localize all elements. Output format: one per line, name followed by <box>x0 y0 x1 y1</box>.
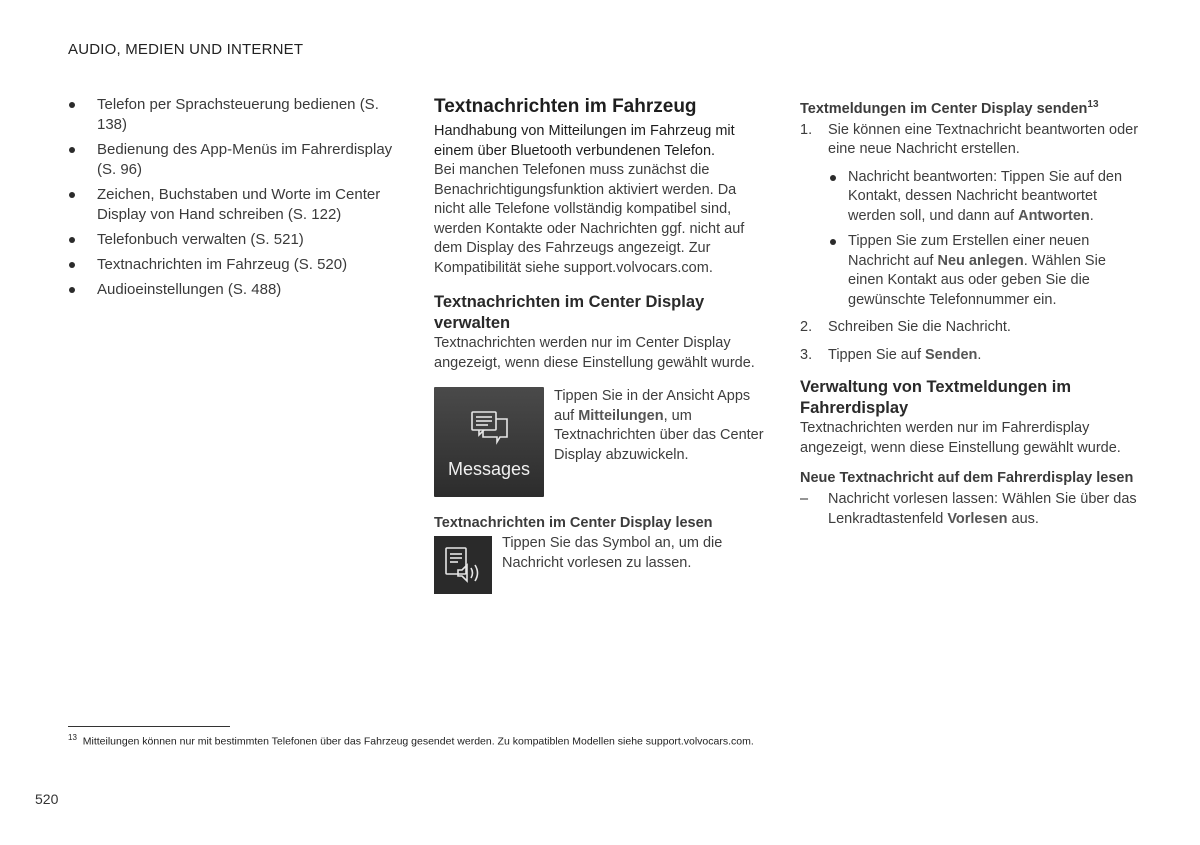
messages-app-label: Messages <box>447 459 531 479</box>
manage-center-display-heading: Textnachrichten im Center Display verwalten <box>434 293 705 332</box>
section-header: AUDIO, MEDIEN UND INTERNET <box>68 41 304 58</box>
driver-display-text: Textnachrichten werden nur im Fahrerdisplay angezeigt, wenn diese Einstellung gewählt wurde. <box>800 420 1121 456</box>
bullet-icon <box>69 147 75 153</box>
related-link[interactable]: Telefon per Sprachsteuerung bedienen (S. 138) <box>68 95 398 135</box>
text-messages-column <box>434 95 770 596</box>
step-sub-list <box>828 168 1140 311</box>
send-messages-heading: Textmeldungen im Center Display senden$^{13}$ <box>800 99 1099 117</box>
manage-center-display-text: Textnachrichten werden nur im Center Display angezeigt, wenn diese Einstellung gewählt wurde. <box>434 335 755 371</box>
related-link[interactable]: Telefonbuch verwalten (S. 521) <box>68 230 398 250</box>
sub-step-item: Tippen Sie zum Erstellen einer neuen Nachricht auf Neu anlegen. Wählen Sie einen Kontakt aus oder geben Sie die gewünschte Telefonnummer ein. <box>828 232 1140 310</box>
page-number: 520 <box>35 791 59 807</box>
bullet-icon <box>830 175 836 181</box>
step-item: 1. Sie können eine Textnachricht beantworten oder eine neue Nachricht erstellen. Nachricht beantworten: Tippen Sie auf den Kontakt, dessen Nachricht beantwortet werden soll, und dann auf Antworten. Tippen Sie zum Erstellen einer neuen Nachricht auf Neu anlegen. Wählen Sie einen Kontakt aus oder geben Sie die gewünschte Telefonnummer ein. <box>800 121 1140 311</box>
related-link[interactable]: Bedienung des App-Menüs im Fahrerdisplay (S. 96) <box>68 140 398 180</box>
bullet-icon <box>830 239 836 245</box>
read-aloud-icon <box>434 536 492 594</box>
bullet-icon <box>69 287 75 293</box>
sub-step-item: Nachricht beantworten: Tippen Sie auf den Kontakt, dessen Nachricht beantwortet werden soll, und dann auf Antworten. <box>828 168 1140 227</box>
send-steps-list <box>800 121 1140 366</box>
messages-app-tile[interactable] <box>434 387 544 497</box>
footnote: $^{13}$ Mitteilungen können nur mit bestimmten Telefonen über das Fahrzeug gesendet werden. Zu kompatiblen Modellen siehe support.volvocars.com. <box>68 733 754 748</box>
footnote-divider <box>68 726 230 727</box>
read-aloud-text: Tippen Sie das Symbol an, um die Nachricht vorlesen zu lassen. <box>502 535 723 571</box>
related-links-column <box>68 95 398 305</box>
driver-display-heading: Verwaltung von Textmeldungen im Fahrerdisplay <box>800 378 1072 418</box>
intro-paragraph: Bei manchen Telefonen muss zunächst die Benachrichtigungsfunktion aktiviert werden. Da nicht alle Telefone vollständig kompatibel sind, werden Kontakte oder Nachrichten ggf. nicht auf dem Display des Fahrzeugs angezeigt. Zur Kompatibilität siehe support.volvocars.com. <box>434 162 745 276</box>
bullet-icon <box>69 192 75 198</box>
page-title: Textnachrichten im Fahrzeug <box>434 96 697 117</box>
messages-app-row <box>434 387 770 497</box>
step-item: 2. Schreiben Sie die Nachricht. <box>800 319 1011 336</box>
related-link[interactable]: Zeichen, Buchstaben und Worte im Center Display von Hand schreiben (S. 122) <box>68 185 398 225</box>
read-aloud-instruction: – Nachricht vorlesen lassen: Wählen Sie über das Lenkradtastenfeld Vorlesen aus. <box>800 491 1137 527</box>
related-link[interactable]: Audioeinstellungen (S. 488) <box>68 280 398 300</box>
send-messages-column <box>800 95 1140 529</box>
messages-icon <box>471 411 509 445</box>
bullet-icon <box>69 237 75 243</box>
messages-app-instruction: Tippen Sie in der Ansicht Apps auf Mitteilungen, um Textnachrichten über das Center Display abzuwickeln. <box>554 388 764 463</box>
new-message-heading: Neue Textnachricht auf dem Fahrerdisplay lesen <box>800 470 1134 487</box>
read-messages-heading: Textnachrichten im Center Display lesen <box>434 515 713 531</box>
read-aloud-row <box>434 534 770 596</box>
related-link[interactable]: Textnachrichten im Fahrzeug (S. 520) <box>68 255 398 275</box>
step-item: 3. Tippen Sie auf Senden. <box>800 346 982 363</box>
bullet-icon <box>69 102 75 108</box>
related-links-list <box>68 95 398 300</box>
bullet-icon <box>69 262 75 268</box>
read-aloud-button[interactable] <box>434 536 492 594</box>
lead-paragraph: Handhabung von Mitteilungen im Fahrzeug mit einem über Bluetooth verbundenen Telefon. <box>434 123 735 159</box>
